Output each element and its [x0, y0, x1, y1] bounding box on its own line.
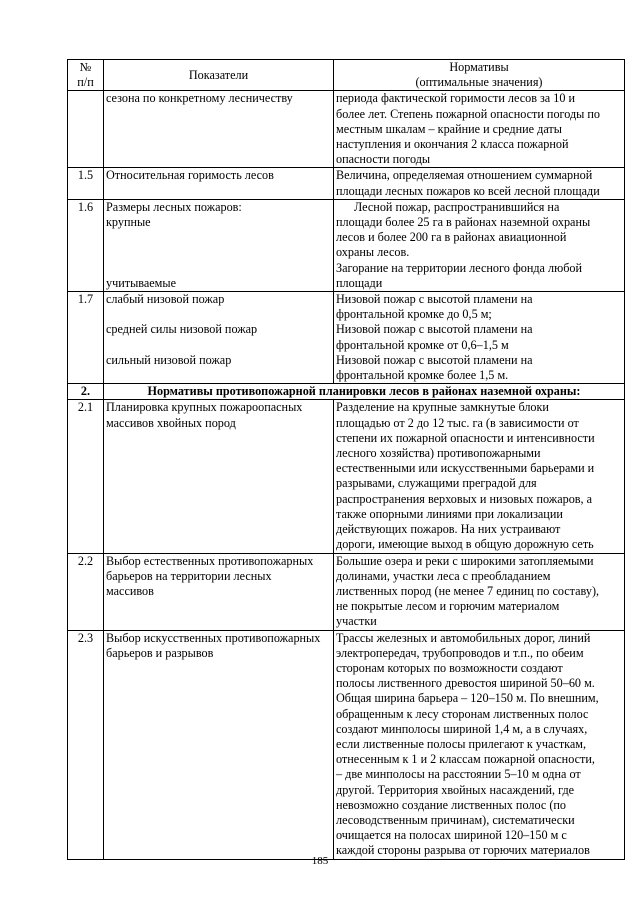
text-line: разрывами, служащими преградой для [336, 476, 537, 491]
text-line: степени их пожарной опасности и интенсивности [336, 430, 595, 445]
text-line: Трассы железных и автомобильных дорог, линий [336, 630, 591, 645]
table-row [68, 400, 625, 553]
table-row [68, 168, 625, 199]
text-line: очищается на полосах шириной 120–150 м с [336, 828, 567, 843]
text-line: Размеры лесных пожаров: [106, 199, 242, 214]
header-norms-line: (оптимальные значения) [415, 75, 543, 90]
norms-table [67, 59, 625, 860]
text-line: обращенным к лесу сторонам лиственных полос [336, 706, 589, 721]
row-number: 2.3 [68, 630, 104, 859]
header-indicators-label: Показатели [188, 67, 249, 82]
norm-cell [334, 199, 625, 291]
text-line: дороги, имеющие выход в общую дорожную сеть [336, 537, 594, 552]
indicator-cell [104, 400, 334, 553]
text-line: Общая ширина барьера – 120–150 м. По внешним, [336, 691, 599, 706]
text-line: Низовой пожар с высотой пламени на [336, 322, 533, 337]
norm-cell [334, 91, 625, 168]
text-line: массивов [106, 583, 154, 598]
text-line: участки [336, 614, 377, 629]
text-line: местным шкалам – крайние и средние даты [336, 121, 562, 136]
text-line: средней силы низовой пожар [106, 322, 258, 337]
text-line: площади более 25 га в районах наземной охраны [336, 215, 591, 230]
table-row [68, 630, 625, 859]
text-line: лесов и более 200 га в районах авиационной [336, 230, 567, 245]
header-number-line: п/п [77, 75, 94, 90]
text-line: естественными или искусственными барьерами и [336, 461, 595, 476]
text-line: если лиственные полосы прилегают к участкам, [336, 736, 587, 751]
norm-cell [334, 553, 625, 630]
text-line: лесного хозяйства) противопожарными [336, 446, 541, 461]
indicator-cell [104, 630, 334, 859]
text-line: фронтальной кромке до 0,5 м; [336, 307, 492, 322]
section-title: Нормативы противопожарной планировки лесов в районах наземной охраны: [104, 384, 625, 400]
text-line: долинами, участки леса с преобладанием [336, 568, 551, 583]
text-line: Величина, определяемая отношением суммарной [336, 168, 593, 183]
table-row [68, 199, 625, 291]
norm-cell [334, 168, 625, 199]
indicator-cell [104, 292, 334, 384]
text-line: сторонам которых по возможности создают [336, 660, 563, 675]
row-number [68, 91, 104, 168]
text-line: опасности погоды [336, 152, 431, 167]
text-line: Низовой пожар с высотой пламени на [336, 352, 533, 367]
header-norms [334, 60, 625, 91]
table-row [68, 91, 625, 168]
text-line: распространения верховых и низовых пожаров, а [336, 491, 593, 506]
text-line: Выбор искусственных противопожарных [106, 630, 321, 645]
text-line: слабый низовой пожар [106, 292, 225, 307]
norm-cell [334, 630, 625, 859]
text-line: Планировка крупных пожароопасных [106, 400, 303, 415]
indicator-cell [104, 553, 334, 630]
row-number: 1.6 [68, 199, 104, 291]
text-line: площади [336, 275, 383, 290]
table-header-row [68, 60, 625, 91]
text-line: периода фактической горимости лесов за 10 и [336, 91, 576, 106]
text-line: фронтальной кромке более 1,5 м. [336, 368, 509, 383]
section-row [68, 384, 625, 400]
text-line: – две минполосы на расстоянии 5–10 м одна от [336, 767, 581, 782]
text-line: не покрытые лесом и горючим материалом [336, 599, 560, 614]
text-line: каждой стороны разрыва от горючих материалов [336, 843, 590, 858]
text-line: охраны лесов. [336, 245, 410, 260]
indicator-cell [104, 199, 334, 291]
text-line: сильный низовой пожар [106, 352, 232, 367]
indicator-cell [104, 91, 334, 168]
text-line: фронтальной кромке от 0,6–1,5 м [336, 337, 509, 352]
text-line: отнесенным к 1 и 2 классам пожарной опасности, [336, 752, 595, 767]
text-line: наступления и окончания 2 класса пожарной [336, 137, 569, 152]
text-line: Относительная горимость лесов [106, 168, 274, 183]
text-line: учитываемые [106, 275, 176, 290]
text-line: массивов хвойных пород [106, 415, 236, 430]
row-number: 1.7 [68, 292, 104, 384]
text-line: более лет. Степень пожарной опасности погоды по [336, 106, 601, 121]
norm-cell [334, 400, 625, 553]
text-line: другой. Территория хвойных насаждений, где [336, 782, 575, 797]
text-line: барьеров и разрывов [106, 645, 214, 660]
text-line: невозможно создание лиственных полос (по [336, 797, 567, 812]
table-row [68, 553, 625, 630]
page-number: 185 [311, 855, 329, 867]
text-line: Низовой пожар с высотой пламени на [336, 292, 533, 307]
text-line: Загорание на территории лесного фонда любой [336, 260, 583, 275]
text-line: лиственных пород (не менее 7 единиц по составу), [336, 583, 600, 598]
section-number: 2. [68, 384, 104, 400]
text-line: лесоводственным причинам), систематически [336, 812, 575, 827]
header-number-line: № [79, 60, 92, 74]
text-line: электропередач, трубопроводов и т.п., по обеим [336, 645, 584, 660]
text-line: барьеров на территории лесных [106, 568, 272, 583]
header-number [68, 60, 104, 91]
indicator-cell [104, 168, 334, 199]
norm-cell [334, 292, 625, 384]
text-line: Выбор естественных противопожарных [106, 553, 314, 568]
text-line: Лесной пожар, распространившийся на [354, 199, 560, 214]
text-line: площади лесных пожаров ко всей лесной площади [336, 183, 600, 198]
text-line: площадью от 2 до 12 тыс. га (в зависимости от [336, 415, 579, 430]
text-line: Большие озера и реки с широкими затопляемыми [336, 553, 594, 568]
header-norms-line: Нормативы [449, 60, 509, 74]
text-line: также опорными линиями при локализации [336, 506, 563, 521]
text-line: полосы лиственного древостоя шириной 50–60 м. [336, 676, 595, 691]
text-line: действующих пожаров. На них устраивают [336, 522, 561, 537]
text-line: сезона по конкретному лесничеству [106, 91, 293, 106]
table-row [68, 292, 625, 384]
row-number: 1.5 [68, 168, 104, 199]
text-line: крупные [106, 215, 151, 230]
header-indicators [104, 60, 334, 91]
row-number: 2.2 [68, 553, 104, 630]
text-line: Разделение на крупные замкнутые блоки [336, 400, 549, 415]
row-number: 2.1 [68, 400, 104, 553]
text-line: создают минполосы шириной 1,4 м, а в случаях, [336, 721, 588, 736]
